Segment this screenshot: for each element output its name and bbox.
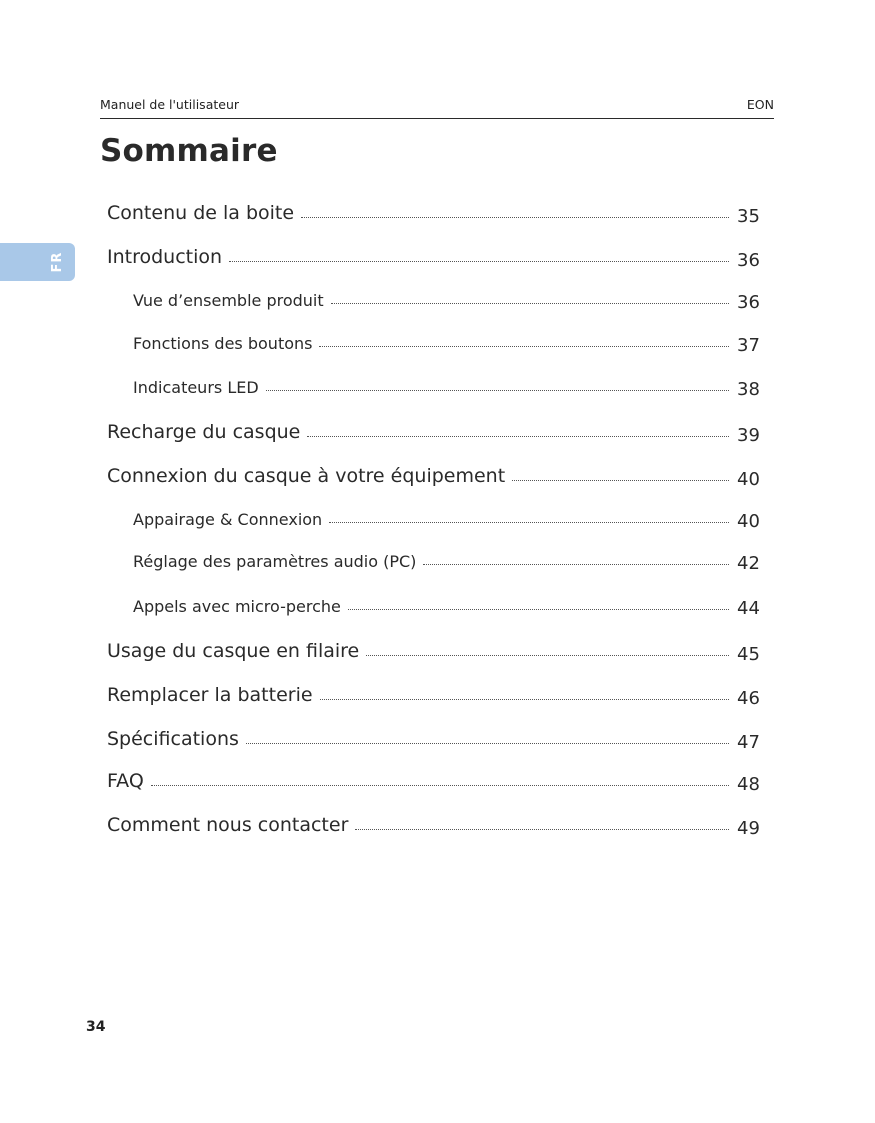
toc-entry-label: Contenu de la boite: [107, 202, 295, 224]
toc-entry-page: 46: [737, 688, 760, 709]
header-product-name: EON: [746, 97, 774, 112]
page-title: Sommaire: [100, 133, 278, 169]
toc-entry[interactable]: [107, 811, 759, 837]
header-manual-title: Manuel de l'utilisateur: [100, 97, 240, 112]
toc-entry-page: 42: [737, 553, 760, 574]
toc-entry-page: 40: [737, 469, 760, 490]
toc-subentry[interactable]: [133, 376, 759, 398]
dot-leader: [229, 261, 729, 262]
dot-leader: [355, 829, 729, 830]
toc-entry-page: 40: [737, 511, 760, 532]
toc-subentry[interactable]: [133, 289, 759, 311]
dot-leader: [329, 522, 729, 523]
toc-entry-label: Fonctions des boutons: [133, 334, 313, 353]
dot-leader: [512, 480, 729, 481]
dot-leader: [151, 785, 729, 786]
dot-leader: [246, 743, 729, 744]
toc-subentry[interactable]: [133, 332, 759, 354]
toc-entry-label: Indicateurs LED: [133, 378, 259, 397]
dot-leader: [319, 346, 729, 347]
dot-leader: [348, 609, 729, 610]
toc-subentry[interactable]: [133, 595, 759, 617]
toc-entry-label: Recharge du casque: [107, 421, 301, 443]
toc-entry-label: Remplacer la batterie: [107, 684, 313, 706]
page-number: 34: [86, 1019, 106, 1035]
toc-entry[interactable]: [107, 637, 759, 663]
dot-leader: [301, 217, 729, 218]
toc-entry-page: 38: [737, 379, 760, 400]
toc-entry[interactable]: [107, 462, 759, 488]
toc-entry[interactable]: [107, 243, 759, 269]
toc-subentry[interactable]: [133, 550, 759, 572]
toc-entry-page: 36: [737, 250, 760, 271]
toc-entry[interactable]: [107, 418, 759, 444]
toc-entry-page: 35: [737, 206, 760, 227]
toc-entry[interactable]: [107, 199, 759, 225]
dot-leader: [307, 436, 729, 437]
toc-entry-label: Vue d’ensemble produit: [133, 291, 324, 310]
toc-entry-label: FAQ: [107, 770, 144, 792]
toc-entry-label: Réglage des paramètres audio (PC): [133, 552, 417, 571]
dot-leader: [320, 699, 729, 700]
toc-entry[interactable]: [107, 681, 759, 707]
toc-entry-label: Comment nous contacter: [107, 814, 349, 836]
toc-entry-page: 49: [737, 818, 760, 839]
dot-leader: [266, 390, 729, 391]
toc-entry-page: 39: [737, 425, 760, 446]
dot-leader: [366, 655, 729, 656]
toc-entry-label: Connexion du casque à votre équipement: [107, 465, 506, 487]
toc-entry-label: Appairage & Connexion: [133, 510, 323, 529]
toc-entry-label: Usage du casque en filaire: [107, 640, 360, 662]
dot-leader: [331, 303, 729, 304]
toc-entry-label: Introduction: [107, 246, 223, 268]
toc-entry-label: Appels avec micro-perche: [133, 597, 341, 616]
dot-leader: [423, 564, 729, 565]
toc-entry-page: 44: [737, 598, 760, 619]
toc-entry-page: 45: [737, 644, 760, 665]
toc-subentry[interactable]: [133, 508, 759, 530]
toc-entry-page: 48: [737, 774, 760, 795]
toc-entry[interactable]: [107, 725, 759, 751]
toc-entry-label: Spécifications: [107, 728, 239, 750]
toc-entry-page: 37: [737, 335, 760, 356]
toc-entry-page: 47: [737, 732, 760, 753]
language-tab-label: FR: [50, 251, 66, 273]
toc-entry-page: 36: [737, 292, 760, 313]
toc-entry[interactable]: [107, 767, 759, 793]
